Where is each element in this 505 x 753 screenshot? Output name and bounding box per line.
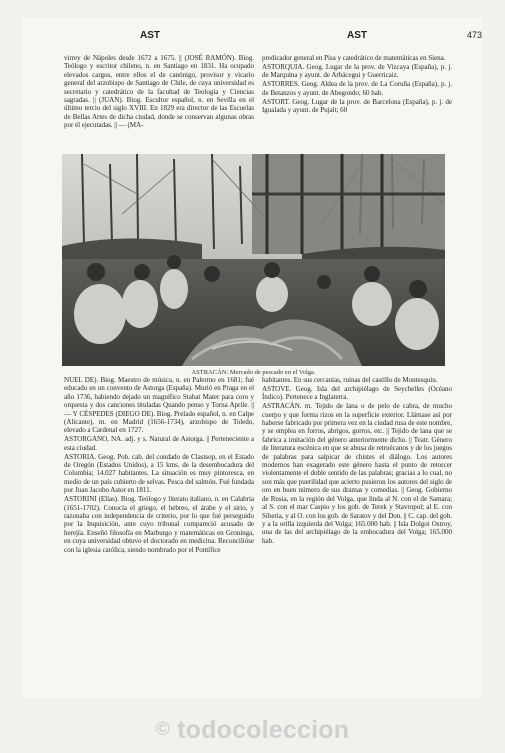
watermark	[0, 716, 505, 745]
entry-astorga-manuel: NUEL DE). Biog. Maestro de música, n. en Palermo en 1681; fué educado en un convento de Astorga (España). Murió en Praga en el año 1736, habiendo dejado un magnífico Stabat Mater para coro y orquesta y dos canciones tituladas Quando penso y Torna Aprile. || — Y CÉSPEDES (DIEGO DE). Biog. Prelado español, n. en Calpe (Alicante), m. en Madrid (1656-1734), arzobispo de Toledo, elevado a Cardenal en 1727.	[64, 376, 254, 435]
top-right-column	[262, 54, 452, 115]
entry-astove: ASTOVE. Geog. Isla del archipiélago de Seychelles (Océano Índico). Pertenece a Inglaterra.	[262, 384, 452, 402]
fish-market-photo	[62, 154, 445, 366]
entry-astorres: ASTORRES. Geog. Aldea de la prov. de La Coruña (España), p. j. de Betanzos y ayunt. de Abegondo; 60 hab.	[262, 80, 452, 97]
page-header	[22, 20, 482, 41]
top-left-paragraph: virrey de Nápoles desde 1672 a 1675. || (JOSÉ RAMÓN). Biog. Teólogo y escritor chileno, n. en Santiago en 1831. Ha ocupado elevados cargos, entre ellos el de canónigo, provisor y vicario general del arzobispo de Santiago de Chile, de cuya universidad es secretario y catedrático de la facultad de Teología y Ciencias sagradas. || (JUAN). Biog. Escultor español, n. en Sevilla en el último tercio del siglo XVIII. En 1829 era director de las Escuelas de Bellas Artes de dicha ciudad, donde se conservan algunas obras por él ejecutadas. || — (MA-	[64, 54, 254, 130]
entry-predicador: predicador general en Pisa y catedrático de matemáticas en Siena.	[262, 54, 446, 62]
entry-habitantes: habitantes. En sus cercanías, ruinas del castillo de Montesquiu.	[262, 376, 438, 384]
photo-caption: ASTRACÁN: Mercado de pescado en el Volga.	[191, 369, 316, 376]
header-left-word: AST	[140, 30, 160, 41]
watermark-text: todocoleccion	[177, 716, 350, 744]
entry-astracan: ASTRACÁN. m. Tejido de lana o de pelo de cabra, de mucho cuerpo y que forma rizos en la superficie exterior. Llámase así por haberse fabricado por primera vez en la ciudad rusa de este nombre, y se emplea en forros, abrigos, gorros, etc. || Tejido de lana que se fabrica a imitación del género anteriormente dicho. || Teatr. Género de literatura escénica en que se abusa de retruécanos y de los juegos de palabras para salpicar de chistes el diálogo. Los autores modernos han exagerado este género hasta el punto de retorcer violentamente el doble sentido de las palabras; gracias a lo cual, no son más que puerilidad que acierto pusieron los autores del siglo de oro en buen número de sus dramas y comedias. || Geog. Gobierno de Rusia, en la región del Volga, que linda al N. con el de Samara; al S. con el mar Caspio y los gob. de Terek y Stavropol; al E. con Siberia, y al O. con los gob. de Saratov y del Don. || C. cap. del gob. y a la orilla izquierda del Volga; 165.000 hab. || Isla Dolgoi Ostroy, una de las del archipiélago de la embocadura del Volga; 165.000 hab.	[262, 402, 452, 545]
copyright-icon: ©	[155, 719, 170, 740]
entry-astorquia: ASTORQUIA. Geog. Lugar de la prov. de Vizcaya (España), p. j. de Marquina y ayunt. de Arbácegui y Guerricaiz.	[262, 62, 452, 80]
bottom-right-column	[262, 376, 452, 546]
entry-astoria: ASTORIA. Geog. Pob. cab. del condado de Clastsop, en el Estado de Oregón (Estados Unidos), a 15 kms. de la desembocadura del Columbia; 14.027 habitantes. La situación es muy pintoresca, en medio de un país cubierto de selvas. Pesca del salmón. Fué fundada por Juan Jacobo Astor en 1811.	[64, 452, 254, 495]
entry-astorgano: ASTORGANO, NA. adj. y s. Natural de Astorga. || Perteneciente a esta ciudad.	[64, 435, 254, 452]
header-center-word: AST	[347, 30, 367, 41]
bottom-left-column	[64, 376, 254, 555]
entry-astort: ASTORT. Geog. Lugar de la prov. de Barcelona (España), p. j. de Igualada y ayunt. de Pujalt; 60	[262, 97, 452, 114]
top-left-column	[64, 54, 254, 130]
entry-astorini: ASTORINI (Elías). Biog. Teólogo y literato italiano, n. en Calabria (1651-1702). Conocía el griego, el hebreo, el árabe y el sirio, y razonaba con independencia de criterio, por lo que fué perseguido por la Inquisición, ante cuyo tribunal compareció acusado de herejía. Enseñó filosofía en Marburgo y matemáticas en Groninga, en cuya universidad obtuvo el doctorado en medicina. Reconcilióse con la iglesia católica, siendo nombrado por el Pontífice	[64, 495, 254, 554]
page-number: 473	[466, 30, 482, 40]
encyclopedia-page	[22, 18, 482, 698]
